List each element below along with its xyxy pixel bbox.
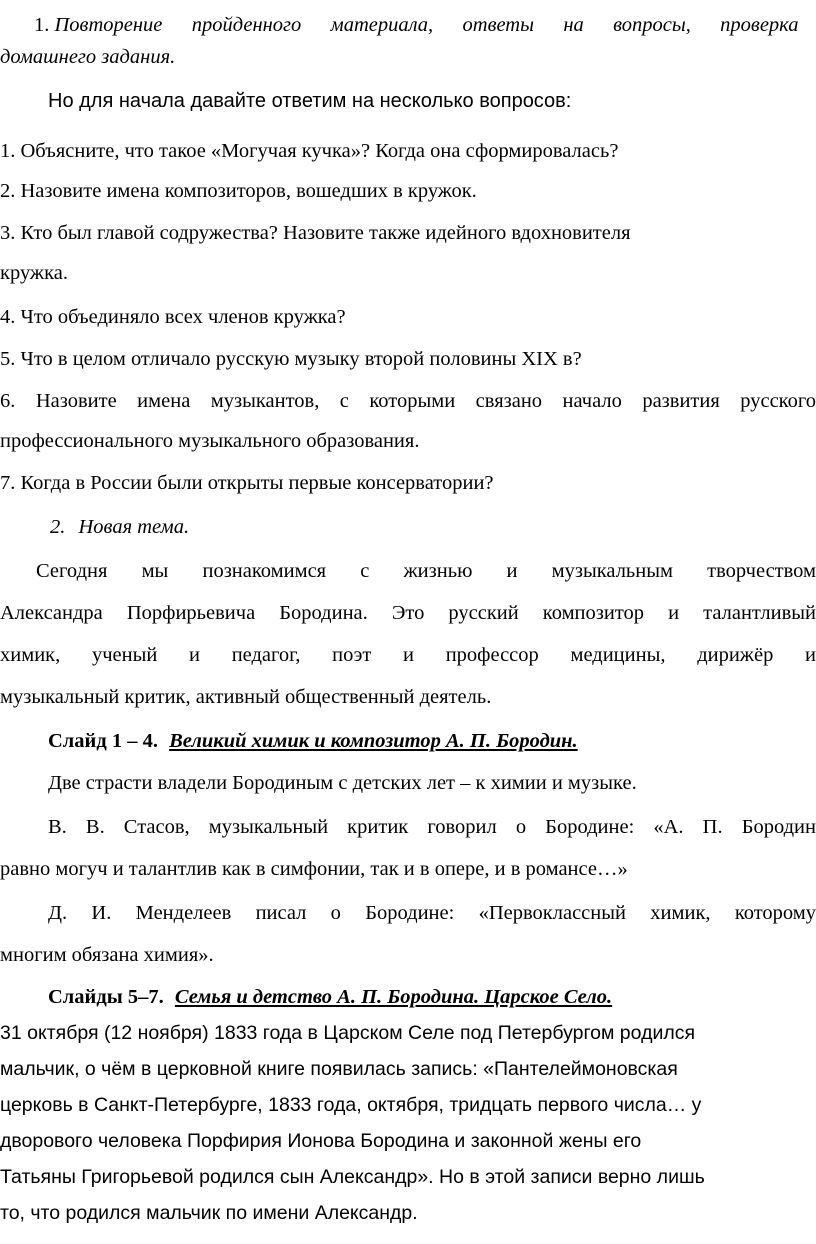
section-title-line: Повторение пройденного материала, ответы на вопросы, проверка (54, 14, 799, 36)
paragraph-line: 31 октября (12 ноября) 1833 года в Царском Селе под Петербургом родился (0, 1022, 696, 1044)
paragraph-line: дворового человека Порфирия Ионова Бородина и законной жены его (0, 1130, 642, 1152)
slide-heading-1 (48, 730, 816, 753)
paragraph-line: музыкальный критик, активный общественный деятель. (0, 686, 492, 708)
question-item-cont: кружка. (0, 262, 68, 284)
paragraph-line: многим обязана химия». (0, 944, 214, 966)
question-item: 7. Когда в России были открыты первые консерватории? (0, 472, 494, 494)
question-item: 1. Объясните, что такое «Могучая кучка»? Когда она сформировалась? (0, 140, 619, 162)
paragraph-line: Две страсти владели Бородиным с детских лет – к химии и музыке. (48, 772, 637, 794)
question-item-cont: профессионального музыкального образования. (0, 430, 420, 452)
slide-title: Великий химик и композитор А. П. Бородин. (169, 730, 578, 752)
slide-title: Семья и детство А. П. Бородина. Царское Село. (174, 986, 613, 1008)
paragraph-line: Александра Порфирьевича Бородина. Это русский композитор и талантливый (0, 602, 816, 624)
paragraph-line: то, что родился мальчик по имени Александр. (0, 1202, 418, 1224)
question-item: 6. Назовите имена музыкантов, с которыми связано начало развития русского (0, 390, 816, 412)
paragraph-line: мальчик, о чём в церковной книге появилась запись: «Пантелеймоновская (0, 1058, 678, 1080)
question-item: 3. Кто был главой содружества? Назовите также идейного вдохновителя (0, 222, 631, 244)
paragraph-line: равно могуч и талантлив как в симфонии, так и в опере, и в романсе…» (0, 858, 628, 880)
paragraph-line: химик, ученый и педагог, поэт и профессор медицины, дирижёр и (0, 644, 816, 666)
section-number: 1. (34, 14, 50, 36)
section-number: 2. (50, 516, 66, 538)
paragraph-line: Сегодня мы познакомимся с жизнью и музыкальным творчеством (36, 560, 816, 582)
slide-heading-2 (48, 986, 816, 1009)
section-title: Новая тема. (78, 516, 190, 538)
slide-label: Слайды 5–7. (48, 986, 164, 1008)
question-item: 2. Назовите имена композиторов, вошедших в кружок. (0, 180, 477, 202)
section-heading-1 (34, 14, 816, 37)
section-heading-2 (50, 516, 816, 539)
paragraph-line: Д. И. Менделеев писал о Бородине: «Первоклассный химик, которому (48, 902, 816, 924)
section-title-line: домашнего задания. (0, 46, 176, 68)
paragraph-line: Татьяны Григорьевой родился сын Александр». Но в этой записи верно лишь (0, 1166, 705, 1188)
slide-label: Слайд 1 – 4. (48, 730, 158, 752)
question-item: 5. Что в целом отличало русскую музыку второй половины XIX в? (0, 348, 582, 370)
paragraph-line: церковь в Санкт-Петербурге, 1833 года, октября, тридцать первого числа… у (0, 1094, 702, 1116)
paragraph-line: В. В. Стасов, музыкальный критик говорил о Бородине: «А. П. Бородин (48, 816, 816, 838)
intro-line: Но для начала давайте ответим на несколько вопросов: (48, 90, 572, 112)
question-item: 4. Что объединяло всех членов кружка? (0, 306, 346, 328)
